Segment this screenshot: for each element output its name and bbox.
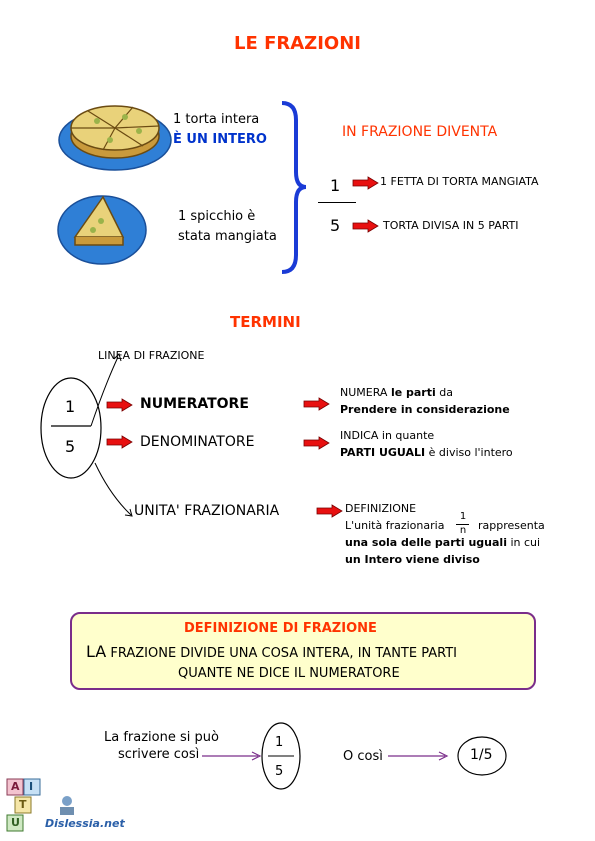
unita-label: UNITA' FRAZIONARIA [134,503,280,519]
writing-inline-fraction: 1/5 [470,747,493,763]
definition-line1-rest: FRAZIONE DIVIDE UNA COSA INTERA, IN TANTE PARTI [110,646,457,661]
denominator-desc-b: è diviso l'intero [428,446,513,459]
writing-line2: scrivere così [118,747,200,762]
definition-line1 [86,642,457,661]
unit-frac-den: n [459,525,467,536]
whole-is-whole-label: È UN INTERO [173,132,267,147]
cake-slice-image [55,185,150,270]
numerator-desc-line1 [340,385,453,401]
page-title: LE FRAZIONI [234,33,361,54]
logo-tile-i: I [29,780,34,793]
unit-def-c: in cui [510,536,541,549]
numerator-meaning: 1 FETTA DI TORTA MANGIATA [380,175,539,188]
denominator-desc-line1: INDICA in quante [340,429,435,442]
definition-line2: QUANTE NE DICE IL NUMERATORE [178,666,400,681]
arrow-icon [352,219,380,233]
unit-def-line3 [345,552,480,568]
numeratore-label: NUMERATORE [140,396,249,412]
definition-label: DEFINIZIONE [345,502,417,515]
denominator-meaning: TORTA DIVISA IN 5 PARTI [383,219,519,232]
numerator-desc-c: da [439,386,453,399]
numerator-desc-line2: Prendere in considerazione [340,403,510,416]
definition-title: DEFINIZIONE DI FRAZIONE [184,621,377,636]
logo-tile-t: T [19,798,27,811]
logo-site-name: Dislessia.net [45,817,125,830]
logo-tile-u: U [11,816,20,829]
writing-or-label: O così [343,749,383,764]
denominator-desc-a: PARTI UGUALI [340,446,426,459]
logo-tile-a: A [11,780,20,793]
unit-def-line1: L'unità frazionaria [345,519,445,532]
unit-def-line2 [345,535,540,551]
arrow-icon [106,398,134,412]
arrow-icon [316,504,344,518]
intro-numerator: 1 [330,176,341,195]
writing-numerator: 1 [275,735,284,750]
denominatore-label: DENOMINATORE [140,434,255,450]
definition-box [70,612,536,690]
aitu-logo [5,775,140,835]
unit-def-d: un Intero [345,553,403,566]
unit-def-e: viene diviso [405,553,480,566]
terms-numerator: 1 [65,397,76,416]
arrow-icon [303,436,331,450]
unit-frac-num: 1 [459,511,467,522]
unit-def-rappresenta: rappresenta [478,519,545,532]
arrow-icon [352,176,380,190]
unit-def-a: una sola delle [345,536,432,549]
intro-denominator: 5 [330,216,341,235]
writing-line1: La frazione si può [104,730,219,745]
numerator-desc-b: le parti [390,386,436,399]
whole-cake-image [55,90,175,175]
arrow-icon [303,397,331,411]
becomes-label: IN FRAZIONE DIVENTA [342,124,498,140]
arrow-icon [106,435,134,449]
slice-label-1: 1 spicchio è [178,209,256,224]
terms-denominator: 5 [65,437,76,456]
terms-heading: TERMINI [230,313,301,331]
definition-line1-la: LA [86,642,107,661]
fraction-line-label: LINEA DI FRAZIONE [98,349,205,362]
writing-denominator: 5 [275,764,284,779]
numerator-desc-a: NUMERA [340,386,388,399]
slice-label-2: stata mangiata [178,229,277,244]
unit-def-b: parti uguali [434,536,507,549]
curly-brace [278,100,308,275]
whole-cake-label: 1 torta intera [173,112,260,127]
intro-fraction-line [318,202,356,203]
denominator-desc-line2 [340,445,513,461]
